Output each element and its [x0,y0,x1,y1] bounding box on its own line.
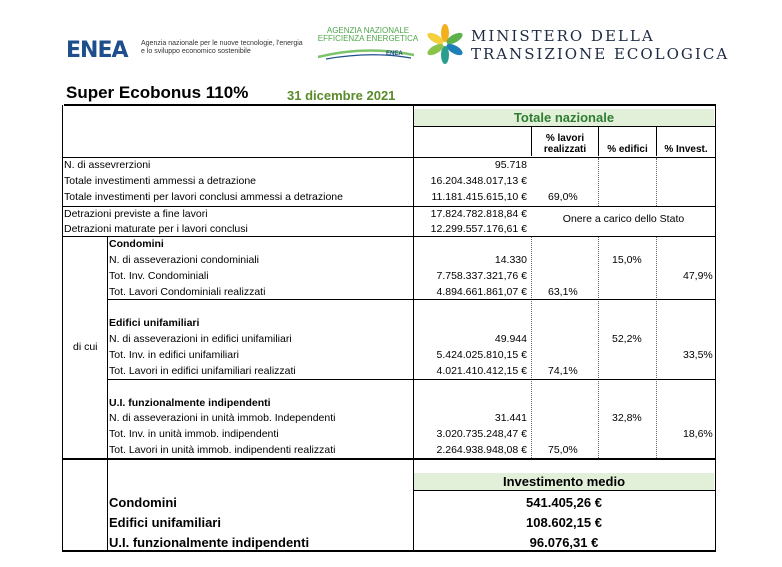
row-label: N. di asseverazioni in edifici unifamiliari [109,333,292,345]
row-value: 5.424.025.810,15 € [436,349,527,361]
row-label: Tot. Lavori Condominiali realizzati [109,286,266,298]
group-title: Condomini [109,238,164,250]
row-label: Tot. Inv. Condominiali [109,270,209,282]
row-label: N. di asseverazioni condominiali [109,254,259,266]
row-value: 49.944 [494,333,527,345]
agency-logo [313,27,423,43]
col-header-edifici: % edifici [607,144,648,155]
deduction-note: Onere a carico dello Stato [562,213,685,225]
row-value: 17.824.782.818,84 € [430,208,527,220]
total-national-header: Totale nazionale [513,110,615,125]
row-value: 7.758.337.321,76 € [436,270,527,282]
row-value: 2.264.938.948,08 € [436,444,527,456]
table-border-left [62,105,63,552]
col-header-invest: % Invest. [664,144,708,155]
average-label: Edifici unifamiliari [109,515,221,530]
header-rule [413,126,716,127]
col-header-line: realizzati [543,144,587,155]
row-value: 12.299.557.176,61 € [430,223,527,235]
row-label: Totale investimenti per lavori conclusi ammessi a detrazione [64,191,343,203]
row-value: 95.718 [494,159,527,171]
enea-description-line: Agenzia nazionale per le nuove tecnologie, l'energia [141,40,303,47]
row-label: N. di assevrerzioni [64,159,151,171]
average-header-rule [414,490,716,491]
row-label: N. di asseverazioni in unità immob. Independenti [109,412,336,424]
group-rule [107,299,716,300]
group-title: Edifici unifamiliari [109,317,200,329]
average-label: U.I. funzionalmente indipendenti [109,535,310,550]
row-pct-lavori: 75,0% [548,444,578,456]
agency-tag: ENEA [386,51,403,57]
average-header: Investimento medio [502,474,626,489]
row-value: 3.020.735.248,47 € [436,428,527,440]
row-pct-edifici: 15,0% [612,254,642,266]
dotted-separator [656,158,657,206]
row-pct-edifici: 32,8% [612,412,642,424]
average-value: 96.076,31 € [529,535,599,550]
row-pct-invest: 33,5% [683,349,713,361]
table-bottom-rule [62,550,716,552]
row-label: Tot. Lavori in edifici unifamiliari realizzati [109,365,296,377]
average-value: 541.405,26 € [526,495,602,510]
row-label: Totale investimenti ammessi a detrazione [64,175,257,187]
enea-description [141,40,303,56]
average-label: Condomini [109,495,177,510]
row-label: Detrazioni maturate per i lavori conclusi [64,223,248,235]
row-pct-lavori: 63,1% [548,286,578,298]
group-rule [107,379,716,380]
average-value: 108.602,15 € [526,515,602,530]
row-pct-lavori: 74,1% [548,365,578,377]
dotted-separator [598,158,599,206]
report-date: 31 dicembre 2021 [287,88,396,103]
di-cui-label: di cui [73,341,98,353]
row-pct-invest: 18,6% [683,428,713,440]
title-rule [64,104,716,106]
table-border-right [715,105,716,552]
row-label: Detrazioni previste a fine lavori [64,208,208,220]
ministry-flower-icon [425,24,465,64]
row-pct-invest: 47,9% [683,270,713,282]
row-pct-edifici: 52,2% [612,333,642,345]
dotted-separator [531,236,532,458]
ministry-name-line: TRANSIZIONE ECOLOGICA [471,45,730,63]
row-value: 14.330 [494,254,527,266]
row-label: Tot. Inv. in edifici unifamiliari [109,349,239,361]
header-bottom-rule [62,157,716,158]
dotted-separator [656,236,657,458]
enea-logo: ENEA [66,38,128,63]
dotted-separator [598,236,599,458]
row-value: 16.204.348.017,13 € [430,175,527,187]
row-value: 11.181.415.615,10 € [431,191,527,203]
col-header-lavori [532,133,598,155]
enea-description-line: e lo sviluppo economico sostenibile [141,48,251,55]
average-top-rule [62,458,716,460]
row-value: 4.021.410.412,15 € [436,365,527,377]
row-label: Tot. Inv. in unità immob. indipendenti [109,428,279,440]
agency-logo-line: AGENZIA NAZIONALE [326,26,410,35]
ministry-name [471,27,729,63]
di-cui-border [107,236,108,552]
col-header-line: % lavori [545,133,585,144]
ministry-name-line: MINISTERO DELLA [471,27,655,45]
page-title: Super Ecobonus 110% [66,83,249,102]
row-value: 31.441 [494,412,527,424]
group-title: U.I. funzionalmente indipendenti [109,397,271,409]
row-label: Tot. Lavori in unità immob. indipendenti realizzati [109,444,336,456]
agency-logo-line: EFFICIENZA ENERGETICA [317,34,419,43]
row-pct: 69,0% [548,191,578,203]
row-value: 4.894.661.861,07 € [436,286,527,298]
